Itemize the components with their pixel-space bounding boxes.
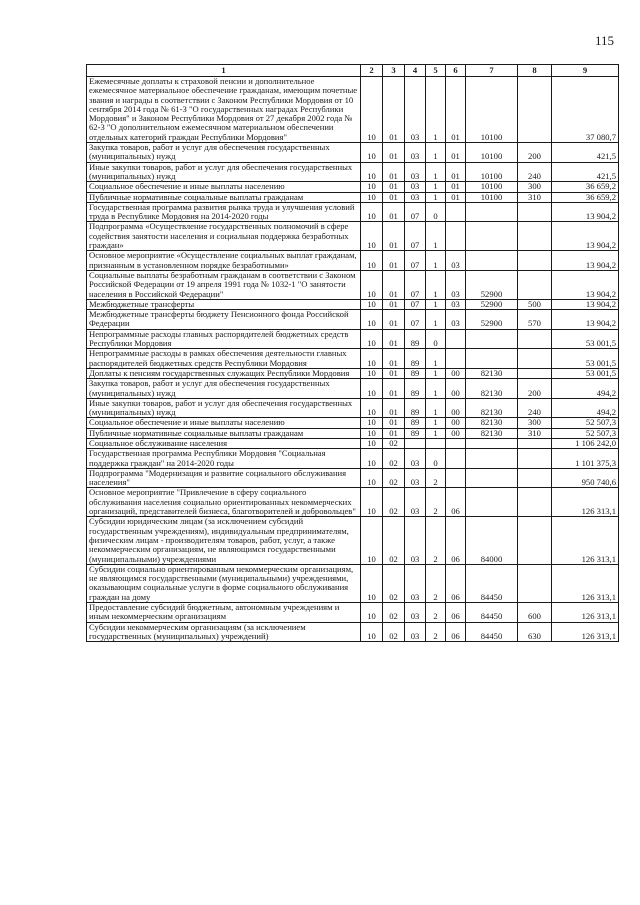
subsection-code-cell: 01 <box>383 192 405 202</box>
table-row <box>87 222 619 251</box>
item-name-cell: Основное мероприятие "Привлечение в сферу социального обслуживания населения социально ориентированных некоммерческих организаций, представителей бизнеса, благотворителей и добровольцев" <box>87 488 361 517</box>
item-name-cell: Субсидии некоммерческим организациям (за исключением государственных (муниципальных) учреждений) <box>87 622 361 642</box>
subprogram-code-cell: 0 <box>426 449 446 469</box>
amount-cell: 37 080,7 <box>552 77 619 143</box>
amount-cell: 36 659,2 <box>552 192 619 202</box>
amount-cell: 126 313,1 <box>552 603 619 623</box>
event-code-cell: 03 <box>446 270 466 299</box>
section-code-cell: 10 <box>361 222 383 251</box>
subprogram-code-cell: 1 <box>426 310 446 330</box>
expense-type-cell: 240 <box>518 398 552 418</box>
header-cell: 1 <box>87 65 361 77</box>
expense-type-cell: 300 <box>518 418 552 428</box>
event-code-cell: 01 <box>446 162 466 182</box>
item-name-cell: Социальное обеспечение и иные выплаты населению <box>87 182 361 192</box>
subprogram-code-cell: 1 <box>426 143 446 163</box>
event-code-cell: 00 <box>446 428 466 438</box>
item-name-cell: Предоставление субсидий бюджетным, автономным учреждениям и иным некоммерческим организациям <box>87 603 361 623</box>
event-code-cell: 01 <box>446 192 466 202</box>
direction-code-cell: 82130 <box>466 428 518 438</box>
event-code-cell <box>446 349 466 369</box>
direction-code-cell <box>466 488 518 517</box>
item-name-cell: Субсидии юридическим лицам (за исключением субсидий государственным учреждениям), индивидуальным предпринимателям, физическим лицам - производителям товаров, работ, услуг, а также некоммерческим организациям, не являющимся государственными (муниципальными) учреждениями <box>87 517 361 564</box>
direction-code-cell <box>466 468 518 488</box>
subprogram-code-cell: 2 <box>426 488 446 517</box>
expense-type-cell: 310 <box>518 192 552 202</box>
section-code-cell: 10 <box>361 349 383 369</box>
header-cell: 6 <box>446 65 466 77</box>
item-name-cell: Межбюджетные трансферты <box>87 299 361 309</box>
subsection-code-cell: 01 <box>383 329 405 349</box>
event-code-cell <box>446 202 466 222</box>
subsection-code-cell: 01 <box>383 349 405 369</box>
table-row <box>87 398 619 418</box>
section-code-cell: 10 <box>361 564 383 602</box>
expense-type-cell: 200 <box>518 379 552 399</box>
subsection-code-cell: 02 <box>383 468 405 488</box>
event-code-cell <box>446 438 466 448</box>
subsection-code-cell: 02 <box>383 449 405 469</box>
program-code-cell <box>405 438 426 448</box>
section-code-cell: 10 <box>361 162 383 182</box>
program-code-cell: 03 <box>405 517 426 564</box>
amount-cell: 53 001,5 <box>552 329 619 349</box>
subsection-code-cell: 01 <box>383 270 405 299</box>
item-name-cell: Подпрограмма «Осуществление государственных полномочий в сфере содействия занятости населения и социальная поддержка безработных граждан» <box>87 222 361 251</box>
subprogram-code-cell: 1 <box>426 379 446 399</box>
section-code-cell: 10 <box>361 398 383 418</box>
direction-code-cell: 84450 <box>466 603 518 623</box>
amount-cell: 13 904,2 <box>552 202 619 222</box>
program-code-cell: 89 <box>405 418 426 428</box>
table-header-row <box>87 65 619 77</box>
subprogram-code-cell: 2 <box>426 517 446 564</box>
direction-code-cell: 10100 <box>466 182 518 192</box>
direction-code-cell: 84450 <box>466 564 518 602</box>
table-row <box>87 438 619 448</box>
direction-code-cell: 82130 <box>466 398 518 418</box>
event-code-cell <box>446 222 466 251</box>
section-code-cell: 10 <box>361 310 383 330</box>
expense-type-cell <box>518 349 552 369</box>
item-name-cell: Подпрограмма "Модернизация и развитие социального обслуживания населения" <box>87 468 361 488</box>
subsection-code-cell: 01 <box>383 182 405 192</box>
subsection-code-cell: 01 <box>383 77 405 143</box>
program-code-cell: 89 <box>405 329 426 349</box>
table-row <box>87 418 619 428</box>
program-code-cell: 03 <box>405 192 426 202</box>
subsection-code-cell: 01 <box>383 310 405 330</box>
direction-code-cell: 52900 <box>466 270 518 299</box>
section-code-cell: 10 <box>361 368 383 378</box>
subsection-code-cell: 01 <box>383 222 405 251</box>
direction-code-cell <box>466 349 518 369</box>
section-code-cell: 10 <box>361 603 383 623</box>
subprogram-code-cell: 1 <box>426 182 446 192</box>
direction-code-cell <box>466 202 518 222</box>
subsection-code-cell: 02 <box>383 603 405 623</box>
header-cell: 5 <box>426 65 446 77</box>
event-code-cell: 00 <box>446 418 466 428</box>
section-code-cell: 10 <box>361 270 383 299</box>
section-code-cell: 10 <box>361 449 383 469</box>
program-code-cell: 07 <box>405 299 426 309</box>
section-code-cell: 10 <box>361 143 383 163</box>
expense-type-cell: 600 <box>518 603 552 623</box>
event-code-cell: 00 <box>446 379 466 399</box>
header-cell: 9 <box>552 65 619 77</box>
header-cell: 4 <box>405 65 426 77</box>
program-code-cell: 89 <box>405 368 426 378</box>
direction-code-cell <box>466 438 518 448</box>
direction-code-cell: 10100 <box>466 192 518 202</box>
amount-cell: 126 313,1 <box>552 622 619 642</box>
expense-type-cell: 240 <box>518 162 552 182</box>
expense-type-cell: 630 <box>518 622 552 642</box>
direction-code-cell <box>466 222 518 251</box>
subprogram-code-cell: 0 <box>426 329 446 349</box>
expense-type-cell <box>518 251 552 271</box>
event-code-cell: 00 <box>446 398 466 418</box>
event-code-cell: 06 <box>446 622 466 642</box>
section-code-cell: 10 <box>361 468 383 488</box>
program-code-cell: 89 <box>405 379 426 399</box>
amount-cell: 421,5 <box>552 162 619 182</box>
program-code-cell: 89 <box>405 398 426 418</box>
amount-cell: 494,2 <box>552 379 619 399</box>
subsection-code-cell: 01 <box>383 418 405 428</box>
subsection-code-cell: 01 <box>383 143 405 163</box>
amount-cell: 494,2 <box>552 398 619 418</box>
item-name-cell: Социальное обслуживание населения <box>87 438 361 448</box>
subsection-code-cell: 01 <box>383 379 405 399</box>
subsection-code-cell: 02 <box>383 438 405 448</box>
table-row <box>87 143 619 163</box>
subprogram-code-cell: 1 <box>426 77 446 143</box>
table-row <box>87 251 619 271</box>
section-code-cell: 10 <box>361 428 383 438</box>
event-code-cell: 00 <box>446 368 466 378</box>
item-name-cell: Социальное обеспечение и иные выплаты населению <box>87 418 361 428</box>
direction-code-cell: 82130 <box>466 379 518 399</box>
event-code-cell: 03 <box>446 251 466 271</box>
amount-cell: 53 001,5 <box>552 368 619 378</box>
expense-type-cell <box>518 438 552 448</box>
table-row <box>87 192 619 202</box>
item-name-cell: Ежемесячные доплаты к страховой пенсии и дополнительное ежемесячное материальное обеспечение гражданам, имеющим почетные звания и награды в соответствии с Законом Республики Мордовия от 10 сентября 2014 года № 61-З "О государственных наградах Республики Мордовия" и Законом Республики Мордовия от 27 декабря 2002 года № 62-З "О дополнительном ежемесячном материальном обеспечении отдельных категорий граждан Республики Мордовия" <box>87 77 361 143</box>
item-name-cell: Государственная программа развития рынка труда и улучшения условий труда в Республике Мордовия на 2014-2020 годы <box>87 202 361 222</box>
section-code-cell: 10 <box>361 299 383 309</box>
subsection-code-cell: 02 <box>383 622 405 642</box>
event-code-cell: 01 <box>446 182 466 192</box>
program-code-cell: 07 <box>405 202 426 222</box>
event-code-cell: 06 <box>446 564 466 602</box>
amount-cell: 950 740,6 <box>552 468 619 488</box>
expense-type-cell <box>518 517 552 564</box>
subprogram-code-cell: 2 <box>426 564 446 602</box>
section-code-cell: 10 <box>361 202 383 222</box>
section-code-cell: 10 <box>361 182 383 192</box>
direction-code-cell: 84450 <box>466 622 518 642</box>
table-row <box>87 428 619 438</box>
table-row <box>87 468 619 488</box>
expense-type-cell <box>518 77 552 143</box>
table-row <box>87 310 619 330</box>
subprogram-code-cell: 1 <box>426 368 446 378</box>
expense-type-cell: 500 <box>518 299 552 309</box>
item-name-cell: Социальные выплаты безработным гражданам в соответствии с Законом Российской Федерации от 19 апреля 1991 года № 1032-1 "О занятости населения в Российской Федерации" <box>87 270 361 299</box>
program-code-cell: 07 <box>405 251 426 271</box>
table-row <box>87 349 619 369</box>
subprogram-code-cell: 0 <box>426 202 446 222</box>
event-code-cell: 06 <box>446 517 466 564</box>
program-code-cell: 03 <box>405 564 426 602</box>
subprogram-code-cell: 1 <box>426 270 446 299</box>
event-code-cell <box>446 329 466 349</box>
direction-code-cell: 10100 <box>466 162 518 182</box>
amount-cell: 13 904,2 <box>552 310 619 330</box>
item-name-cell: Публичные нормативные социальные выплаты гражданам <box>87 192 361 202</box>
direction-code-cell: 84000 <box>466 517 518 564</box>
item-name-cell: Закупка товаров, работ и услуг для обеспечения государственных (муниципальных) нужд <box>87 379 361 399</box>
table-row <box>87 77 619 143</box>
table-row <box>87 368 619 378</box>
program-code-cell: 03 <box>405 468 426 488</box>
item-name-cell: Публичные нормативные социальные выплаты гражданам <box>87 428 361 438</box>
program-code-cell: 03 <box>405 622 426 642</box>
amount-cell: 13 904,2 <box>552 222 619 251</box>
section-code-cell: 10 <box>361 77 383 143</box>
item-name-cell: Государственная программа Республики Мордовия "Социальная поддержка граждан" на 2014-2020 годы <box>87 449 361 469</box>
subprogram-code-cell: 1 <box>426 162 446 182</box>
table-row <box>87 202 619 222</box>
program-code-cell: 03 <box>405 162 426 182</box>
program-code-cell: 03 <box>405 488 426 517</box>
table-row <box>87 603 619 623</box>
direction-code-cell: 10100 <box>466 143 518 163</box>
event-code-cell: 01 <box>446 143 466 163</box>
item-name-cell: Иные закупки товаров, работ и услуг для обеспечения государственных (муниципальных) нужд <box>87 398 361 418</box>
expense-type-cell <box>518 368 552 378</box>
table-row <box>87 622 619 642</box>
subprogram-code-cell: 2 <box>426 603 446 623</box>
amount-cell: 126 313,1 <box>552 488 619 517</box>
table-row <box>87 182 619 192</box>
section-code-cell: 10 <box>361 517 383 564</box>
subsection-code-cell: 02 <box>383 488 405 517</box>
expense-type-cell <box>518 329 552 349</box>
expense-type-cell: 300 <box>518 182 552 192</box>
program-code-cell: 03 <box>405 77 426 143</box>
amount-cell: 126 313,1 <box>552 564 619 602</box>
expense-type-cell <box>518 449 552 469</box>
section-code-cell: 10 <box>361 379 383 399</box>
amount-cell: 36 659,2 <box>552 182 619 192</box>
subsection-code-cell: 01 <box>383 162 405 182</box>
subsection-code-cell: 01 <box>383 398 405 418</box>
amount-cell: 126 313,1 <box>552 517 619 564</box>
header-cell: 8 <box>518 65 552 77</box>
section-code-cell: 10 <box>361 329 383 349</box>
section-code-cell: 10 <box>361 622 383 642</box>
amount-cell: 53 001,5 <box>552 349 619 369</box>
item-name-cell: Доплаты к пенсиям государственных служащих Республики Мордовия <box>87 368 361 378</box>
program-code-cell: 07 <box>405 310 426 330</box>
event-code-cell: 03 <box>446 299 466 309</box>
expense-type-cell <box>518 468 552 488</box>
expense-type-cell <box>518 270 552 299</box>
subsection-code-cell: 01 <box>383 202 405 222</box>
subprogram-code-cell: 1 <box>426 192 446 202</box>
direction-code-cell <box>466 449 518 469</box>
table-row <box>87 488 619 517</box>
item-name-cell: Межбюджетные трансферты бюджету Пенсионного фонда Российской Федерации <box>87 310 361 330</box>
table-row <box>87 379 619 399</box>
amount-cell: 1 101 375,3 <box>552 449 619 469</box>
direction-code-cell <box>466 251 518 271</box>
subsection-code-cell: 01 <box>383 251 405 271</box>
table-row <box>87 270 619 299</box>
direction-code-cell: 52900 <box>466 310 518 330</box>
header-cell: 7 <box>466 65 518 77</box>
subprogram-code-cell: 1 <box>426 428 446 438</box>
item-name-cell: Непрограммные расходы главных распорядителей бюджетных средств Республики Мордовия <box>87 329 361 349</box>
expense-type-cell: 200 <box>518 143 552 163</box>
direction-code-cell: 10100 <box>466 77 518 143</box>
expense-type-cell: 570 <box>518 310 552 330</box>
subprogram-code-cell: 1 <box>426 398 446 418</box>
expense-type-cell <box>518 202 552 222</box>
section-code-cell: 10 <box>361 488 383 517</box>
expense-type-cell <box>518 488 552 517</box>
event-code-cell: 01 <box>446 77 466 143</box>
section-code-cell: 10 <box>361 438 383 448</box>
table-row <box>87 299 619 309</box>
amount-cell: 13 904,2 <box>552 299 619 309</box>
table-row <box>87 564 619 602</box>
page-number: 115 <box>595 33 615 48</box>
subsection-code-cell: 01 <box>383 428 405 438</box>
item-name-cell: Основное мероприятие «Осуществление социальных выплат гражданам, признанным в установленном порядке безработными» <box>87 251 361 271</box>
program-code-cell: 89 <box>405 428 426 438</box>
table-row <box>87 449 619 469</box>
event-code-cell <box>446 449 466 469</box>
event-code-cell: 06 <box>446 488 466 517</box>
event-code-cell: 03 <box>446 310 466 330</box>
amount-cell: 1 106 242,0 <box>552 438 619 448</box>
table-row <box>87 517 619 564</box>
amount-cell: 13 904,2 <box>552 251 619 271</box>
expense-type-cell: 310 <box>518 428 552 438</box>
program-code-cell: 03 <box>405 143 426 163</box>
direction-code-cell: 82130 <box>466 368 518 378</box>
program-code-cell: 07 <box>405 270 426 299</box>
item-name-cell: Закупка товаров, работ и услуг для обеспечения государственных (муниципальных) нужд <box>87 143 361 163</box>
subprogram-code-cell: 1 <box>426 299 446 309</box>
subprogram-code-cell: 2 <box>426 468 446 488</box>
event-code-cell: 06 <box>446 603 466 623</box>
subprogram-code-cell: 2 <box>426 622 446 642</box>
section-code-cell: 10 <box>361 418 383 428</box>
program-code-cell: 07 <box>405 222 426 251</box>
item-name-cell: Непрограммные расходы в рамках обеспечения деятельности главных распорядителей бюджетных средств Республики Мордовия <box>87 349 361 369</box>
header-cell: 3 <box>383 65 405 77</box>
subprogram-code-cell: 1 <box>426 418 446 428</box>
header-cell: 2 <box>361 65 383 77</box>
budget-table <box>86 64 619 642</box>
table-row <box>87 162 619 182</box>
amount-cell: 13 904,2 <box>552 270 619 299</box>
subprogram-code-cell <box>426 438 446 448</box>
expense-type-cell <box>518 222 552 251</box>
expense-type-cell <box>518 564 552 602</box>
direction-code-cell: 52900 <box>466 299 518 309</box>
event-code-cell <box>446 468 466 488</box>
subsection-code-cell: 01 <box>383 368 405 378</box>
amount-cell: 52 507,3 <box>552 428 619 438</box>
amount-cell: 52 507,3 <box>552 418 619 428</box>
item-name-cell: Субсидии социально ориентированным некоммерческим организациям, не являющимся государственными (муниципальными) учреждениями, оказывающим социальные услуги в форме социального обслуживания граждан на дому <box>87 564 361 602</box>
program-code-cell: 03 <box>405 182 426 192</box>
program-code-cell: 03 <box>405 449 426 469</box>
direction-code-cell: 82130 <box>466 418 518 428</box>
direction-code-cell <box>466 329 518 349</box>
amount-cell: 421,5 <box>552 143 619 163</box>
subprogram-code-cell: 1 <box>426 349 446 369</box>
item-name-cell: Иные закупки товаров, работ и услуг для обеспечения государственных (муниципальных) нужд <box>87 162 361 182</box>
subsection-code-cell: 01 <box>383 299 405 309</box>
subprogram-code-cell: 1 <box>426 251 446 271</box>
subprogram-code-cell: 1 <box>426 222 446 251</box>
subsection-code-cell: 02 <box>383 517 405 564</box>
table-row <box>87 329 619 349</box>
subsection-code-cell: 02 <box>383 564 405 602</box>
section-code-cell: 10 <box>361 251 383 271</box>
section-code-cell: 10 <box>361 192 383 202</box>
program-code-cell: 89 <box>405 349 426 369</box>
program-code-cell: 03 <box>405 603 426 623</box>
